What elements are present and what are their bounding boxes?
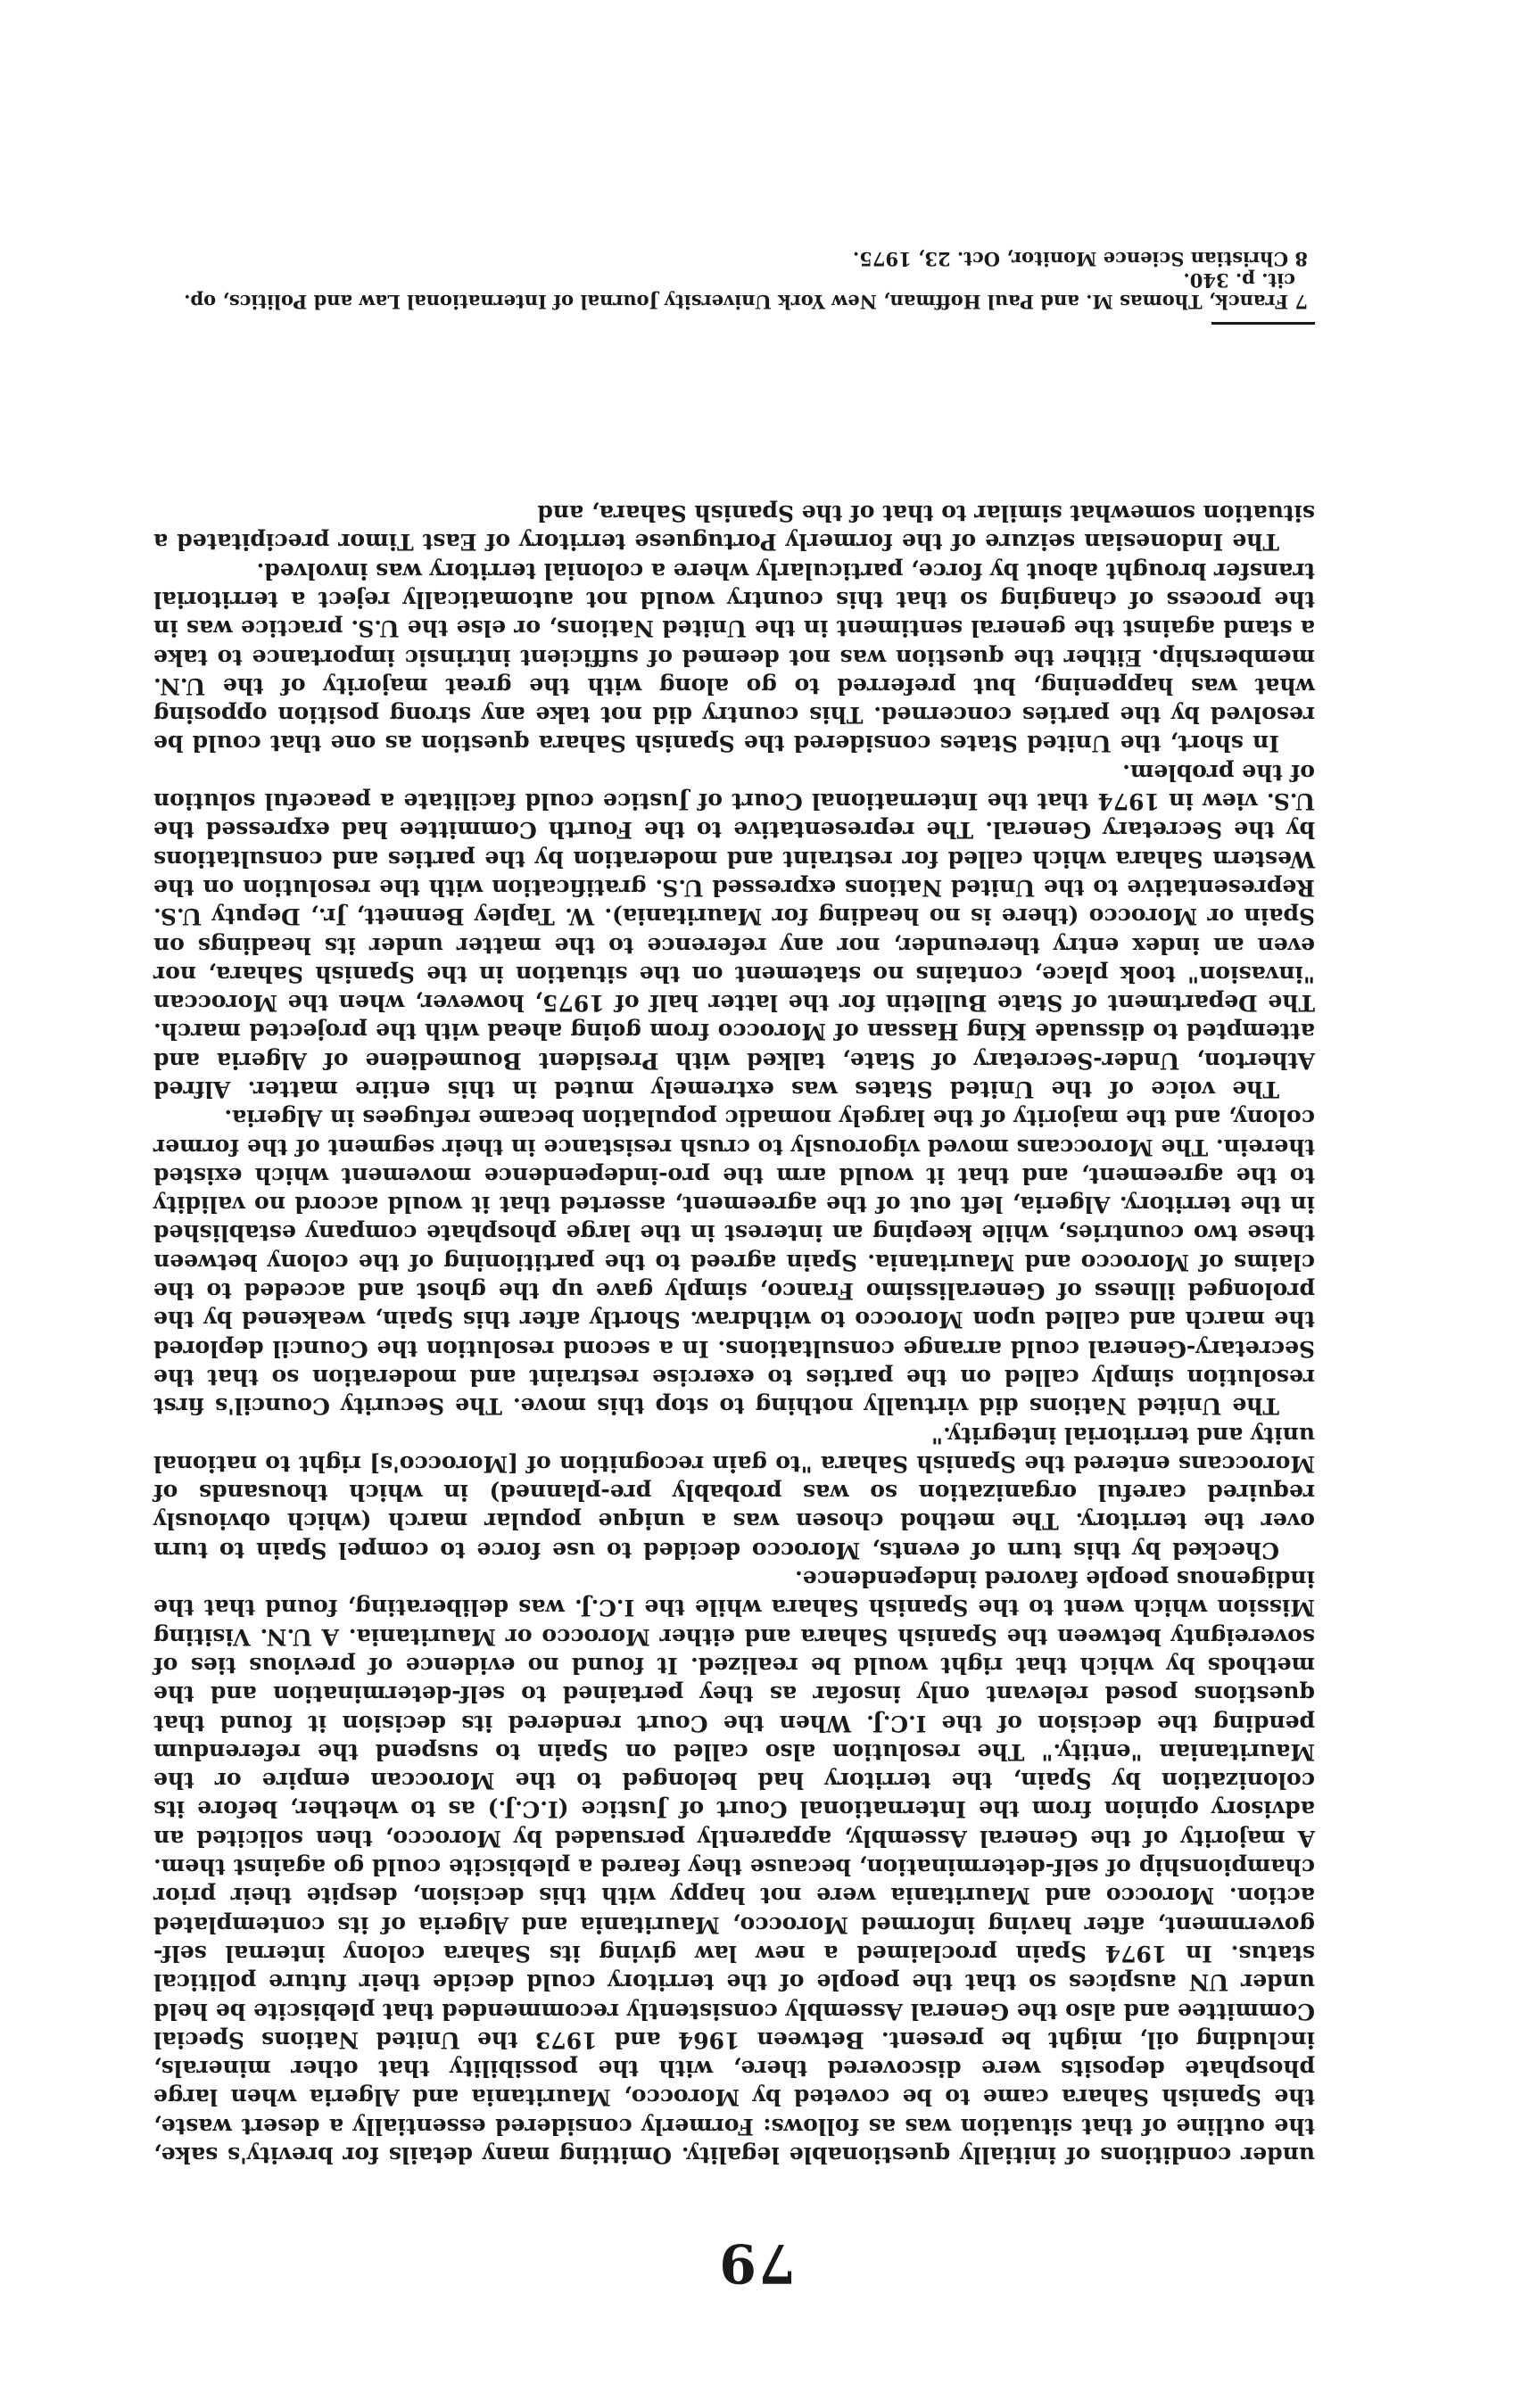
footnote-7: 7 Franck, Thomas M. and Paul Hoffman, New York University Journal of International Law and Politics, op. cit. p. 340. (184, 269, 1308, 313)
page-number: 79 (717, 2231, 796, 2294)
paragraph-2: Checked by this turn of events, Morocco decided to use force to compel Spain to turn over the territory. The method chosen was a unique popular march (which obviously required careful organization so was probably pre-planned) in which thousands of Moroccans entered the Spanish Sahara "to gain recognition of [Morocco's] right to national unity and territorial integrity." (153, 1422, 1315, 1563)
body-text (153, 499, 1315, 2169)
paragraph-6: The Indonesian seizure of the formerly Portuguese territory of East Timor precipitated a situation somewhat similar to that of the Spanish Sahara, and (153, 500, 1315, 556)
footnotes (153, 248, 1315, 312)
footnote-8: 8 Christian Science Monitor, Oct. 23, 1975. (852, 248, 1308, 270)
paragraph-5: In short, the United States considered the Spanish Sahara question as one that could be resolved by the parties concerned. This country did not take any strong position opposing what was happening, but preferred to go along with the great majority of the U.N. membership. Either the question was not deemed of sufficient intrinsic importance to take a stand against the general sentiment in the United Nations, or else the U.S. practice was in the process of changing so that this country would not automatically reject a territorial transfer brought about by force, particularly where a colonial territory was involved. (153, 557, 1315, 757)
paragraph-3: The United Nations did virtually nothing to stop this move. The Security Council's first resolution simply called on the parties to exercise restraint and moderation so that the Secretary-General could arrange consultations. In a second resolution the Council deplored the march and called upon Morocco to withdraw. Shortly after this Spain, weakened by the prolonged illness of Generalissimo Franco, simply gave up the ghost and acceded to the claims of Morocco and Mauritania. Spain agreed to the partitioning of the colony between these two countries, while keeping an interest in the large phosphate company established in the territory. Algeria, left out of the agreement, asserted that it would accord no validity to the agreement, and that it would arm the pro-independence movement which existed therein. The Moroccans moved vigorously to crush resistance in their segment of the former colony, and the majority of the largely nomadic population became refugees in Algeria. (153, 1105, 1315, 1420)
paragraph-1: under conditions of initially questionable legality. Omitting many details for brevity's sake, the outline of that situation was as follows: Formerly considered essentially a desert waste, the Spanish Sahara came to be coveted by Morocco, Mauritania and Algeria when large phosphate deposits were discovered there, with the possibility that other minerals, including oil, might be present. Between 1964 and 1973 the United Nations Special Committee and also the General Assembly consistently recommended that plebiscite be held under UN auspices so that the people of the territory could decide their future political status. In 1974 Spain proclaimed a new law giving its Sahara colony internal self-government, after having informed Morocco, Mauritania and Algeria of its contemplated action. Morocco and Mauritania were not happy with this decision, despite their prior championship of self-determination, because they feared a plebiscite could go against them. A majority of the General Assembly, apparently persuaded by Morocco, then solicited an advisory opinion from the International Court of Justice (I.C.J.) as to whether, before its colonization by Spain, the territory had belonged to the Moroccan empire or the Mauritanian "entity." The resolution also called on Spain to suspend the referendum pending the decision of the I.C.J. When the Court rendered its decision it found that questions posed relevant only insofar as they pertained to self-determination and the methods by which that right would be realized. It found no evidence of previous ties of sovereignty between the Spanish Sahara and either Morocco or Mauritania. A U.N. Visiting Mission which went to the Spanish Sahara while the I.C.J. was deliberating, found that the indigenous people favored independence. (153, 1566, 1315, 2168)
footnote-divider (1211, 322, 1315, 325)
paragraph-4: The voice of the United States was extremely muted in this entire matter. Alfred Atherton, Under-Secretary of State, talked with President Boumediene of Algeria and attempted to dissuade King Hassan of Morocco from going ahead with the projected march. The Department of State Bulletin for the latter half of 1975, however, when the Moroccan "invasion" took place, contains no statement on the situation in the Spanish Sahara, nor even an index entry thereunder, nor any reference to the matter under its headings on Spain or Morocco (there is no heading for Mauritania). W. Tapley Bennett, Jr., Deputy U.S. Representative to the United Nations expressed U.S. gratification with the resolution on the Western Sahara which called for restraint and moderation by the parties and consultations by the Secretary General. The representative to the Fourth Committee had expressed the U.S. view in 1974 that the International Court of Justice could facilitate a peaceful solution of the problem. (153, 759, 1315, 1103)
